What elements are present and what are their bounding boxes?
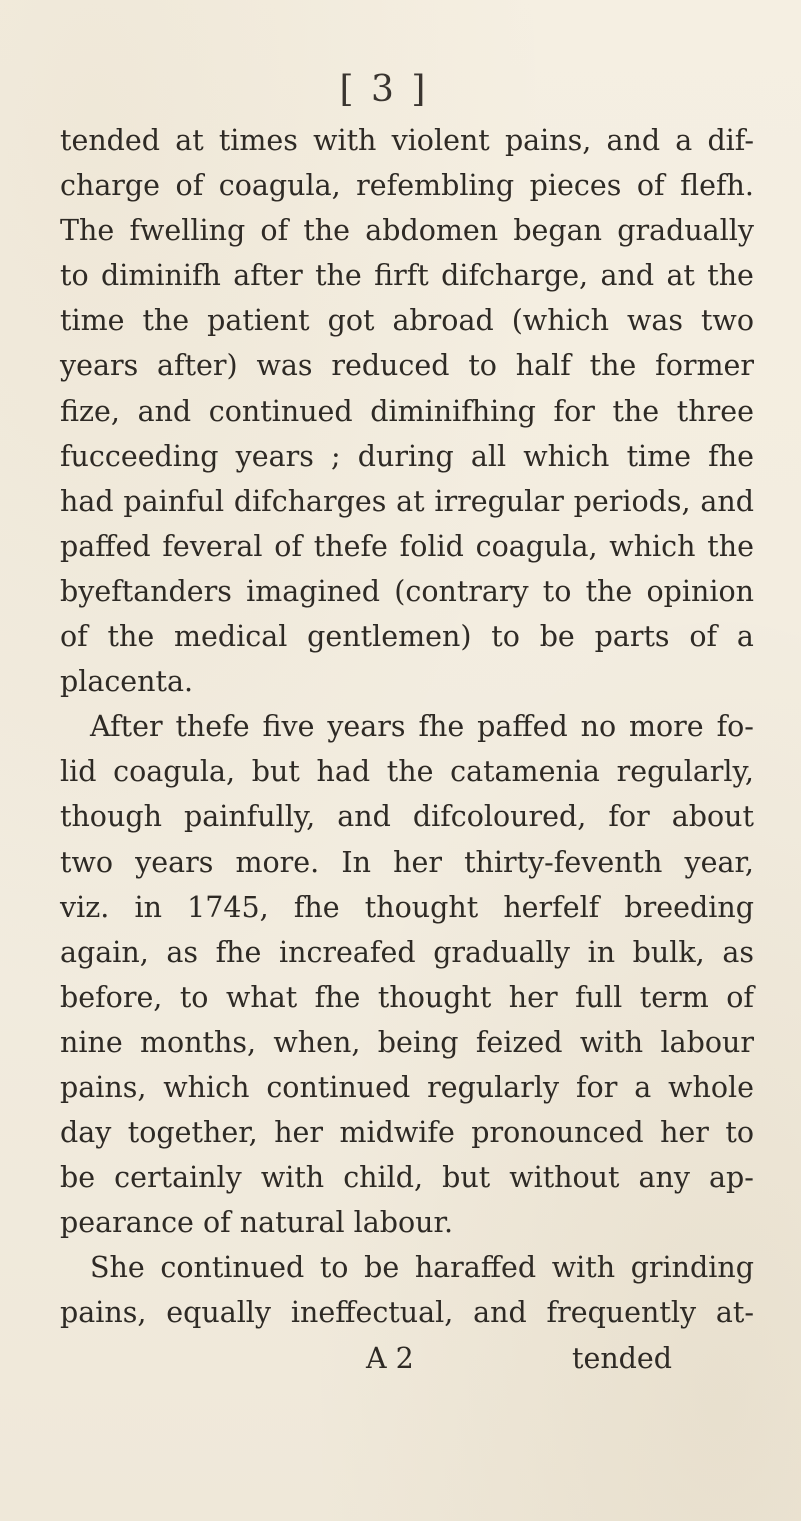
text-line bbox=[60, 389, 754, 434]
word: be bbox=[60, 1161, 96, 1195]
word: pieces bbox=[529, 169, 622, 203]
word: for bbox=[576, 1070, 618, 1104]
word: grinding bbox=[630, 1251, 754, 1285]
text-line bbox=[60, 1020, 754, 1065]
word: but bbox=[251, 755, 300, 789]
word: refembling bbox=[356, 169, 515, 203]
word: The bbox=[60, 214, 115, 248]
word: the bbox=[386, 755, 434, 789]
word: of bbox=[274, 529, 302, 563]
word: byeftanders bbox=[60, 574, 232, 608]
word: gentlemen) bbox=[307, 620, 472, 654]
word: years bbox=[327, 710, 406, 744]
word: a bbox=[736, 620, 754, 654]
word: with bbox=[313, 124, 377, 157]
text-line bbox=[60, 524, 754, 569]
page-number: [ 3 ] bbox=[339, 69, 426, 110]
word: the bbox=[315, 259, 362, 293]
word: thirty-feventh bbox=[464, 845, 663, 879]
text-line bbox=[60, 298, 754, 343]
text-line: placenta. bbox=[60, 665, 194, 699]
text-line bbox=[60, 614, 754, 659]
body-text bbox=[60, 118, 754, 1336]
word: firft bbox=[374, 259, 429, 293]
word: gradually bbox=[617, 214, 754, 248]
word: of bbox=[636, 169, 665, 203]
word: gradually bbox=[433, 935, 570, 969]
word: fhe bbox=[293, 890, 340, 924]
word: got bbox=[327, 304, 375, 338]
word: painfully, bbox=[183, 800, 316, 834]
word: had bbox=[60, 484, 114, 518]
word: during bbox=[357, 439, 454, 473]
word: continued bbox=[208, 394, 353, 428]
word: fhe bbox=[215, 935, 262, 969]
word: midwife bbox=[339, 1116, 455, 1150]
word: coagula, bbox=[475, 529, 598, 563]
word: two bbox=[700, 304, 754, 338]
word: which bbox=[609, 529, 696, 563]
word: ineffectual, bbox=[290, 1296, 454, 1330]
word: former bbox=[655, 349, 754, 383]
word: for bbox=[608, 800, 650, 834]
word: ; bbox=[331, 439, 341, 473]
word: dif- bbox=[707, 124, 754, 157]
word: in bbox=[134, 890, 162, 924]
word: coagula, bbox=[113, 755, 236, 789]
text-line bbox=[60, 343, 754, 388]
word: her bbox=[660, 1116, 709, 1150]
word: patient bbox=[207, 304, 310, 338]
word: be bbox=[364, 1251, 400, 1285]
word: time bbox=[626, 439, 692, 473]
word: fhe bbox=[418, 710, 465, 744]
word: parts bbox=[594, 620, 670, 654]
word: three bbox=[676, 394, 754, 428]
text-line bbox=[60, 1155, 754, 1200]
word: full bbox=[575, 980, 623, 1014]
word: the bbox=[142, 304, 190, 338]
word: periods, bbox=[573, 484, 691, 518]
word: the bbox=[707, 259, 754, 293]
word: half bbox=[515, 349, 571, 383]
word: ap- bbox=[709, 1161, 754, 1195]
word: After bbox=[90, 710, 163, 744]
word: folid bbox=[399, 529, 464, 563]
word: at bbox=[396, 484, 425, 518]
text-line bbox=[60, 163, 754, 208]
word: at bbox=[666, 259, 695, 293]
text-line bbox=[60, 794, 754, 839]
word: pains, bbox=[504, 124, 592, 157]
word: five bbox=[262, 710, 315, 744]
text-line bbox=[60, 479, 754, 524]
word: and bbox=[473, 1296, 527, 1330]
word: was bbox=[626, 304, 683, 338]
word: with bbox=[579, 1025, 644, 1059]
word: term bbox=[639, 980, 709, 1014]
word: and bbox=[606, 124, 661, 157]
word: all bbox=[470, 439, 507, 473]
word: pains, bbox=[60, 1296, 147, 1330]
word: the bbox=[589, 349, 637, 383]
word: after bbox=[233, 259, 303, 293]
word: abroad bbox=[392, 304, 494, 338]
word: of bbox=[60, 620, 88, 654]
word: and bbox=[700, 484, 754, 518]
word: diminifh bbox=[100, 259, 221, 293]
word: fucceeding bbox=[60, 439, 219, 473]
word: the bbox=[303, 214, 351, 248]
text-line bbox=[60, 749, 754, 794]
text-line bbox=[60, 208, 754, 253]
word: a bbox=[675, 124, 693, 157]
word: day bbox=[60, 1116, 112, 1150]
word: to bbox=[179, 980, 209, 1014]
word: time bbox=[60, 304, 125, 338]
word: before, bbox=[60, 980, 163, 1014]
word: be bbox=[539, 620, 575, 654]
word: diminifhing bbox=[370, 394, 536, 428]
text-line bbox=[60, 885, 754, 930]
word: opinion bbox=[646, 574, 754, 608]
word: years bbox=[60, 349, 139, 383]
word: She bbox=[90, 1251, 145, 1285]
word: painful bbox=[123, 484, 225, 518]
text-line bbox=[60, 1065, 754, 1110]
word: in bbox=[587, 935, 616, 969]
text-line bbox=[60, 930, 754, 975]
word: the bbox=[585, 574, 633, 608]
word: as bbox=[166, 935, 198, 969]
word: thefe bbox=[313, 529, 388, 563]
word: nine bbox=[60, 1025, 123, 1059]
word: the bbox=[612, 394, 660, 428]
word: difcoloured, bbox=[412, 800, 587, 834]
word: pronounced bbox=[471, 1116, 644, 1150]
word: lid bbox=[60, 755, 97, 789]
catchword: tended bbox=[572, 1342, 673, 1375]
word: certainly bbox=[114, 1161, 242, 1195]
text-line: pearance of natural labour. bbox=[60, 1206, 454, 1240]
word: thought bbox=[364, 890, 479, 924]
word: for bbox=[553, 394, 595, 428]
word: more. bbox=[235, 845, 320, 879]
word: as bbox=[722, 935, 754, 969]
word: together, bbox=[127, 1116, 258, 1150]
word: medical bbox=[174, 620, 288, 654]
text-line bbox=[60, 569, 754, 614]
word: reduced bbox=[331, 349, 450, 383]
word: of bbox=[726, 980, 754, 1014]
text-line bbox=[60, 1245, 754, 1290]
word: tended bbox=[60, 124, 161, 157]
word: of bbox=[175, 169, 204, 203]
word: fhe bbox=[708, 439, 754, 473]
signature-mark: A 2 bbox=[366, 1342, 414, 1375]
word: at- bbox=[715, 1296, 754, 1330]
word: her bbox=[393, 845, 442, 879]
word: being bbox=[377, 1025, 459, 1059]
word: to bbox=[725, 1116, 754, 1150]
word: to bbox=[468, 349, 497, 383]
word: fhe bbox=[314, 980, 361, 1014]
word: what bbox=[225, 980, 298, 1014]
word: the bbox=[107, 620, 155, 654]
text-line bbox=[60, 118, 754, 163]
text-line bbox=[60, 253, 754, 298]
word: continued bbox=[160, 1251, 305, 1285]
word: and bbox=[337, 800, 391, 834]
word: year, bbox=[684, 845, 754, 879]
word: to bbox=[542, 574, 572, 608]
word: a bbox=[634, 1070, 652, 1104]
word: two bbox=[60, 845, 114, 879]
word: of bbox=[689, 620, 718, 654]
word: 1745, bbox=[187, 890, 269, 924]
word: whole bbox=[668, 1070, 754, 1104]
word: but bbox=[442, 1161, 491, 1195]
word: which bbox=[163, 1070, 250, 1104]
word: and bbox=[600, 259, 655, 293]
word: the bbox=[707, 529, 754, 563]
word: after) bbox=[157, 349, 238, 383]
text-line bbox=[60, 1110, 754, 1155]
word: (contrary bbox=[394, 574, 529, 608]
word: paffed bbox=[477, 710, 568, 744]
word: thefe bbox=[175, 710, 250, 744]
word: again, bbox=[60, 935, 149, 969]
word: difcharges bbox=[233, 484, 387, 518]
word: had bbox=[316, 755, 371, 789]
text-line bbox=[60, 975, 754, 1020]
word: herfelf bbox=[503, 890, 600, 924]
word: child, bbox=[343, 1161, 424, 1195]
word: fwelling bbox=[129, 214, 246, 248]
text-line bbox=[60, 704, 754, 749]
word: with bbox=[260, 1161, 325, 1195]
word: breeding bbox=[624, 890, 754, 924]
word: fo- bbox=[716, 710, 754, 744]
word: In bbox=[341, 845, 371, 879]
word: began bbox=[513, 214, 603, 248]
word: irregular bbox=[434, 484, 564, 518]
word: to bbox=[60, 259, 89, 293]
word: feized bbox=[475, 1025, 563, 1059]
word: when, bbox=[273, 1025, 361, 1059]
word: catamenia bbox=[450, 755, 600, 789]
word: though bbox=[60, 800, 162, 834]
word: was bbox=[256, 349, 313, 383]
word: without bbox=[509, 1161, 620, 1195]
word: to bbox=[491, 620, 520, 654]
word: at bbox=[175, 124, 204, 157]
word: thought bbox=[377, 980, 492, 1014]
word: labour bbox=[660, 1025, 754, 1059]
word: years bbox=[235, 439, 314, 473]
word: paffed bbox=[60, 529, 151, 563]
word: (which bbox=[511, 304, 609, 338]
word: and bbox=[137, 394, 192, 428]
word: her bbox=[508, 980, 558, 1014]
word: coagula, bbox=[218, 169, 341, 203]
word: difcharge, bbox=[441, 259, 589, 293]
word: pains, bbox=[60, 1070, 147, 1104]
text-line bbox=[60, 1290, 754, 1335]
word: more bbox=[629, 710, 704, 744]
word: increafed bbox=[279, 935, 416, 969]
word: any bbox=[638, 1161, 690, 1195]
word: frequently bbox=[546, 1296, 697, 1330]
word: flefh. bbox=[680, 169, 754, 203]
word: her bbox=[274, 1116, 324, 1150]
word: no bbox=[580, 710, 617, 744]
word: about bbox=[671, 800, 754, 834]
word: of bbox=[260, 214, 289, 248]
word: abdomen bbox=[365, 214, 499, 248]
word: which bbox=[523, 439, 610, 473]
word: regularly, bbox=[616, 755, 754, 789]
word: months, bbox=[140, 1025, 257, 1059]
word: with bbox=[551, 1251, 616, 1285]
word: feveral bbox=[162, 529, 263, 563]
word: viz. bbox=[60, 890, 110, 924]
word: charge bbox=[60, 169, 161, 203]
word: continued bbox=[266, 1070, 411, 1104]
word: times bbox=[218, 124, 298, 157]
word: violent bbox=[391, 124, 490, 157]
word: to bbox=[319, 1251, 349, 1285]
word: fize, bbox=[60, 394, 120, 428]
text-line bbox=[60, 840, 754, 885]
word: years bbox=[135, 845, 214, 879]
word: regularly bbox=[427, 1070, 560, 1104]
word: imagined bbox=[246, 574, 381, 608]
word: haraffed bbox=[414, 1251, 537, 1285]
word: equally bbox=[166, 1296, 272, 1330]
word: bulk, bbox=[632, 935, 705, 969]
text-line bbox=[60, 434, 754, 479]
